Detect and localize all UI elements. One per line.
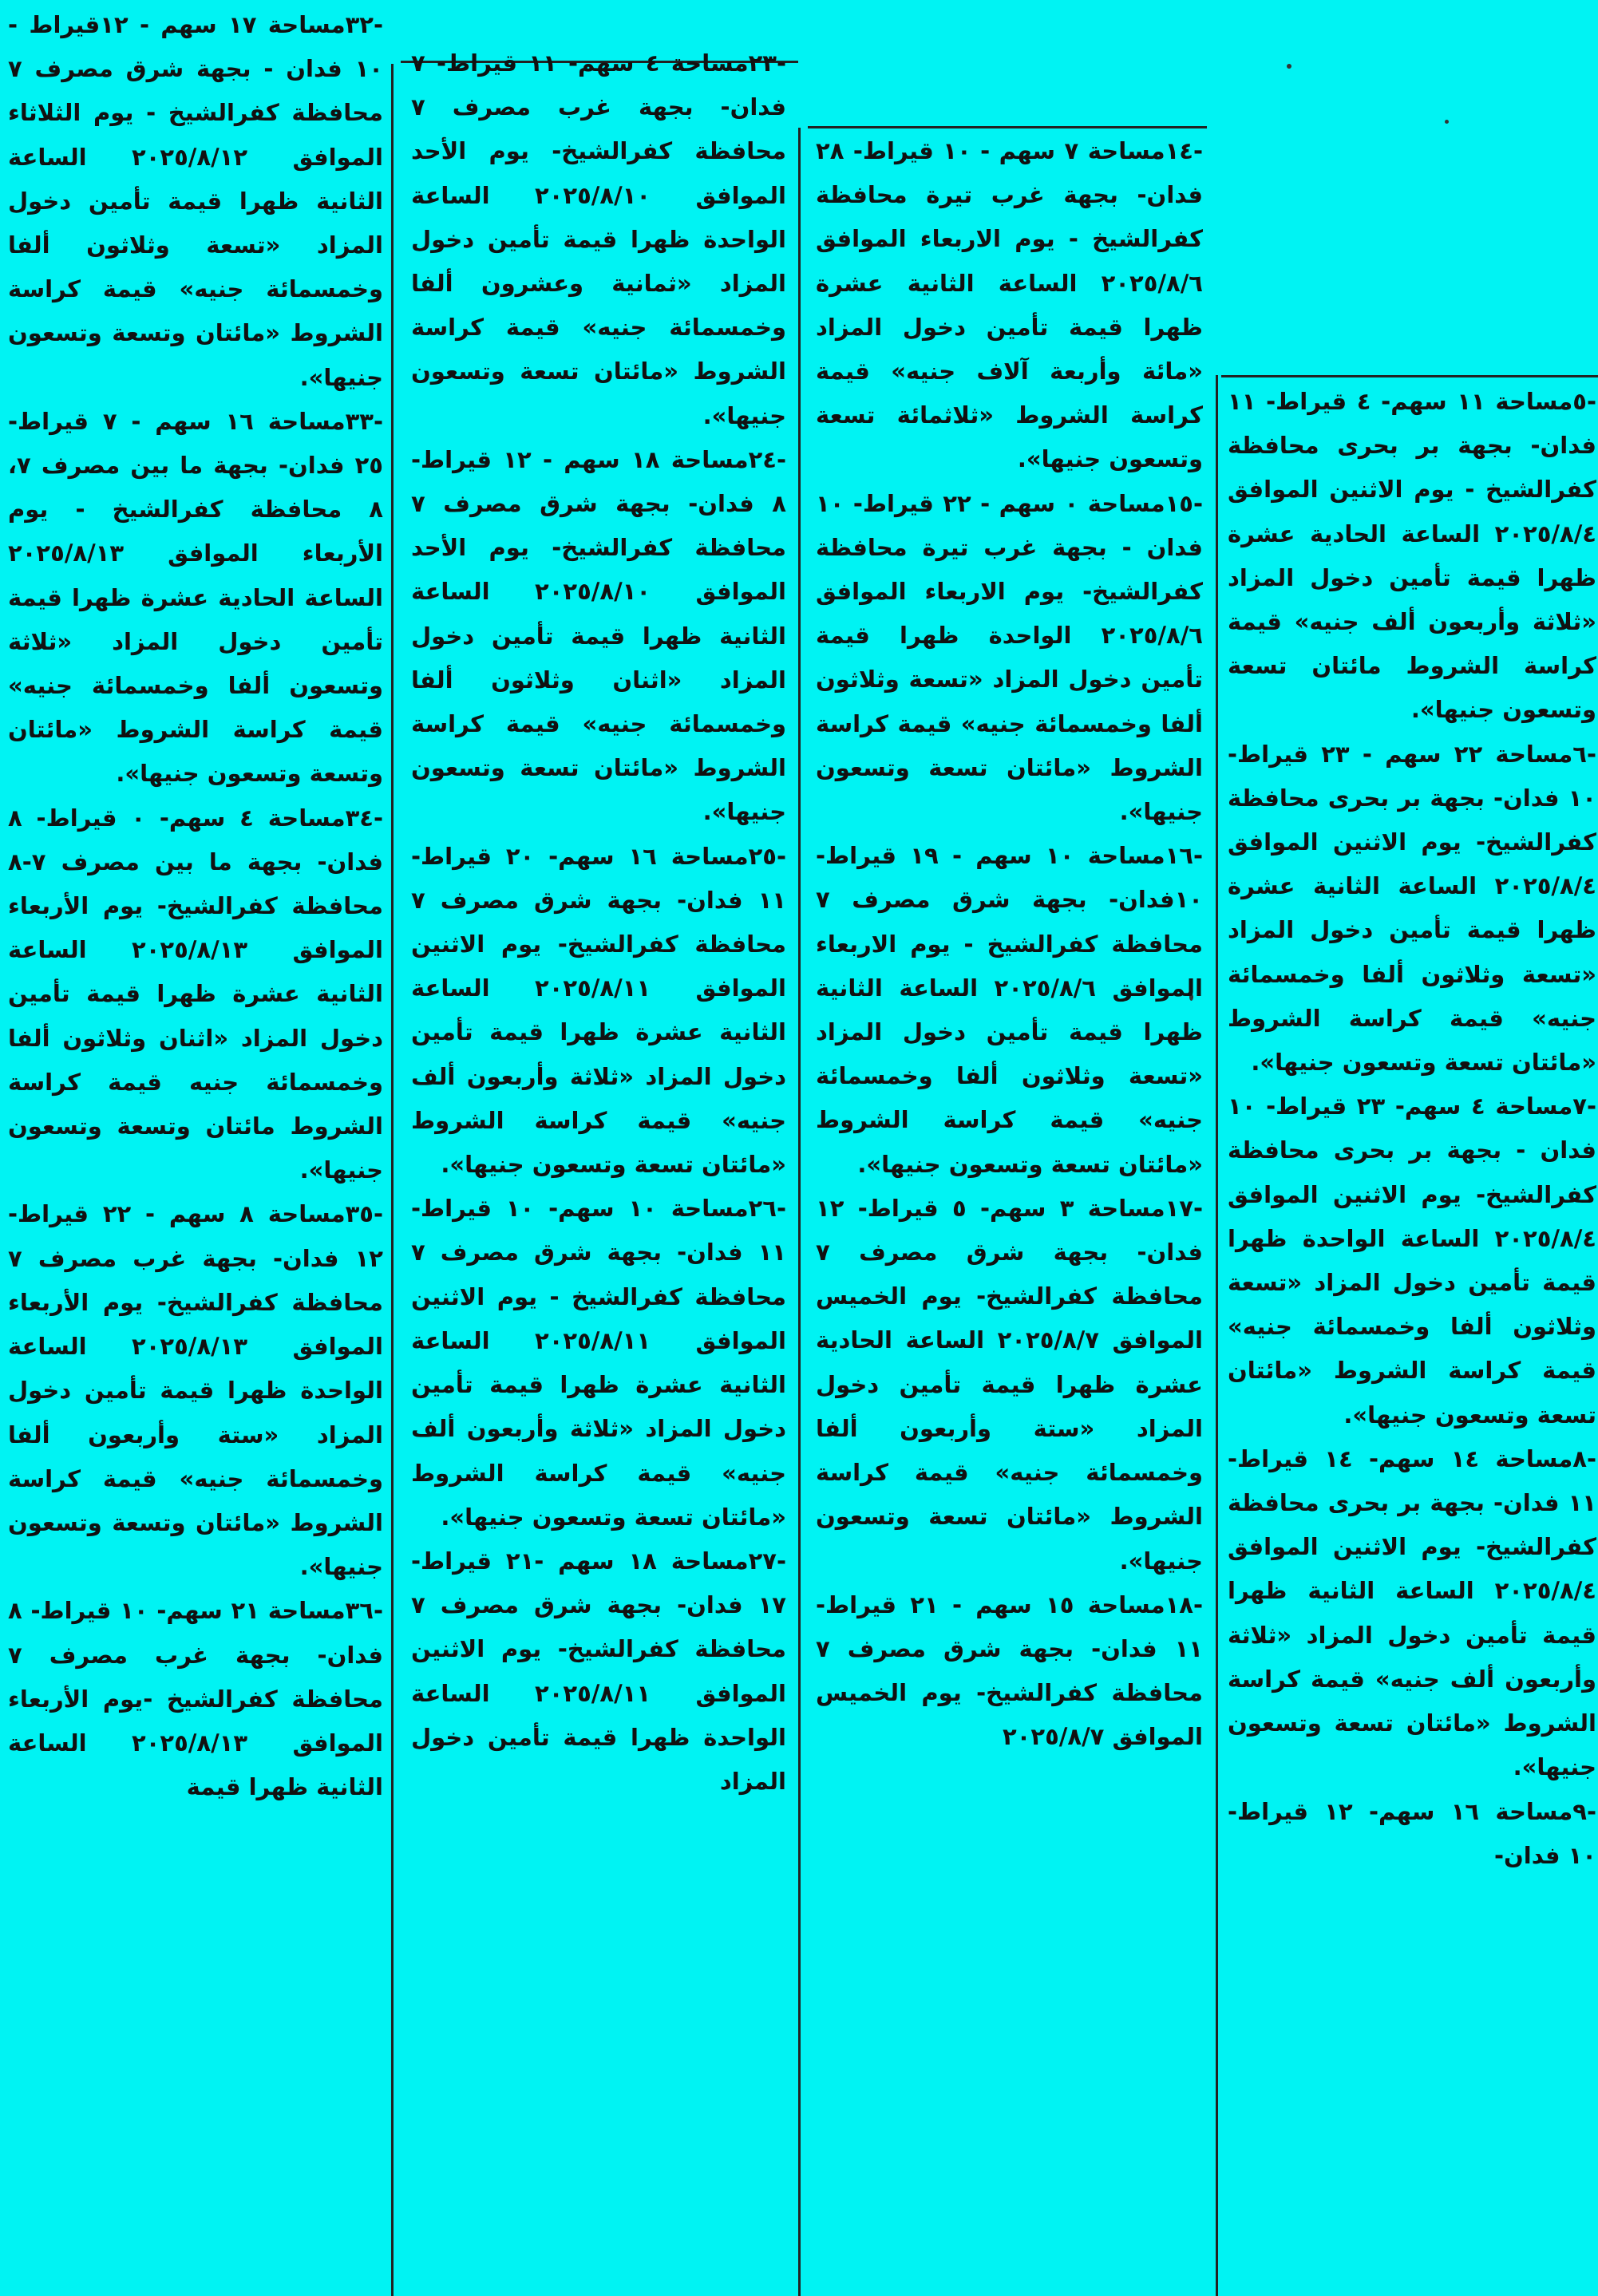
auction-entry [411,1187,786,1539]
entry-number: -٨ [1572,1444,1596,1472]
entry-number: -١٦ [1165,842,1203,870]
entry-text: مساحة ١١ سهم- ٤ قيراط- ١١ فدان- بجهة بر بحرى محافظة كفرالشيخ - يوم الاثنين الموافق ٢٠٢٥/٨/٤ الساعة الحادية عشرة ظهرا قيمة تأمين دخول المزاد «ثلاثة وأربعون ألف جنيه» قيمة كراسة الشروط مائتان تسعة وتسعون جنيها». [1228,388,1596,724]
entry-text: مساحة ٠ سهم - ٢٢ قيراط- ١٠ فدان - بجهة غرب تيرة محافظة كفرالشيخ- يوم الاربعاء الموافق ٢٠٢٥/٨/٦ الواحدة ظهرا قيمة تأمين دخول المزاد «تسعة وثلاثون ألفا وخمسمائة جنيه» قيمة كراسة الشروط «مائتان تسعة وتسعون جنيها». [816,489,1203,826]
entry-number: -١٤ [1165,137,1203,164]
text-column-4 [1228,380,1596,2296]
auction-entry [411,835,786,1188]
entry-number: -٢٧ [748,1547,786,1575]
auction-entry [411,1539,786,1804]
entry-number: -٩ [1572,1797,1596,1825]
entry-number: -٣٣ [345,407,383,435]
entry-text: مساحة ٤ سهم- ٠ قيراط- ٨ فدان- بجهة ما بين مصرف ٧-٨ محافظة كفرالشيخ- يوم الأربعاء الموافق ٢٠٢٥/٨/١٣ الساعة الثانية عشرة ظهرا قيمة تأمين دخول المزاد «اثنان وثلاثون ألفا وخمسمائة جنيه قيمة كراسة الشروط مائتان وتسعة وتسعون جنيها». [8,804,383,1184]
auction-entry [8,3,383,400]
entry-text: مساحة ٢١ سهم- ١٠ قيراط- ٨ فدان- بجهة غرب مصرف ٧ محافظة كفرالشيخ -يوم الأربعاء الموافق ٢٠٢٥/٨/١٣ الساعة الثانية ظهرا قيمة [8,1597,383,1801]
entry-number: -١٨ [1165,1591,1203,1618]
entry-text: مساحة ٤ سهم- ١١ قيراط- ٧ فدان- بجهة غرب مصرف ٧ محافظة كفرالشيخ- يوم الأحد الموافق ٢٠٢٥/٨/١٠ الساعة الواحدة ظهرا قيمة تأمين دخول المزاد «ثمانية وعشرون ألفا وخمسمائة جنيه» قيمة كراسة الشروط «مائتان تسعة وتسعون جنيها». [411,49,786,429]
column-rule [1216,375,1218,2296]
auction-entry [8,400,383,796]
auction-entry [1228,733,1596,1085]
auction-entry [816,129,1203,482]
entry-text: مساحة ٢٢ سهم - ٢٣ قيراط- ١٠ فدان- بجهة بر بحرى محافظة كفرالشيخ- يوم الاثنين الموافق ٢٠٢٥/٨/٤ الساعة الثانية عشرة ظهرا قيمة تأمين دخول المزاد «تسعة وثلاثون ألفا وخمسمائة جنيه» قيمة كراسة الشروط «مائتان تسعة وتسعون جنيها». [1228,740,1596,1077]
column-rule [798,128,801,2296]
auction-entry [411,41,786,438]
auction-entry [8,796,383,1193]
auction-entry [8,1589,383,1809]
entry-text: مساحة ١٧ سهم - ١٢قيراط - ١٠ فدان - بجهة شرق مصرف ٧ محافظة كفرالشيخ - يوم الثلاثاء الموافق ٢٠٢٥/٨/١٢ الساعة الثانية ظهرا قيمة تأمين دخول المزاد «تسعة وثلاثون ألفا وخمسمائة جنيه» قيمة كراسة الشروط «مائتان وتسعة وتسعون جنيها». [8,11,383,391]
auction-entry [1228,1085,1596,1437]
entry-text: مساحة ١٨ سهم -٢١ قيراط- ١٧ فدان- بجهة شرق مصرف ٧ محافظة كفرالشيخ- يوم الاثنين الموافق ٢٠٢٥/٨/١١ الساعة الواحدة ظهرا قيمة تأمين دخول المزاد [411,1547,786,1795]
column-top-rule [808,126,1207,128]
entry-text: مساحة ٨ سهم - ٢٢ قيراط- ١٢ فدان- بجهة غرب مصرف ٧ محافظة كفرالشيخ- يوم الأربعاء الموافق ٢٠٢٥/٨/١٣ الساعة الواحدة ظهرا قيمة تأمين دخول المزاد «ستة وأربعون ألفا وخمسمائة جنيه» قيمة كراسة الشروط «مائتان وتسعة وتسعون جنيها». [8,1200,383,1581]
entry-number: -٢٥ [748,842,786,870]
print-speck [1445,120,1449,124]
entry-text: مساحة ٤ سهم- ٢٣ قيراط- ١٠ فدان - بجهة بر بحرى محافظة كفرالشيخ- يوم الاثنين الموافق ٢٠٢٥/٨/٤ الساعة الواحدة ظهرا قيمة تأمين دخول المزاد «تسعة وثلاثون ألفا وخمسمائة جنيه» قيمة كراسة الشروط «مائتان تسعة وتسعون جنيها». [1228,1093,1596,1429]
entry-number: -٣٤ [345,804,383,832]
print-speck [1287,64,1291,69]
auction-entry [411,438,786,835]
auction-entry [816,482,1203,835]
column-top-rule [1221,375,1598,377]
entry-number: -٧ [1572,1093,1596,1120]
entry-text: مساحة ٣ سهم- ٥ قيراط- ١٢ فدان- بجهة شرق مصرف ٧ محافظة كفرالشيخ- يوم الخميس الموافق ٢٠٢٥/٨/٧ الساعة الحادية عشرة ظهرا قيمة تأمين دخول المزاد «ستة وأربعون ألفا وخمسمائة جنيه» قيمة كراسة الشروط «مائتان تسعة وتسعون جنيها». [816,1194,1203,1575]
entry-number: -٣٥ [345,1200,383,1228]
auction-entry [816,834,1203,1187]
entry-text: مساحة ١٥ سهم - ٢١ قيراط- ١١ فدان- بجهة شرق مصرف ٧ محافظة كفرالشيخ- يوم الخميس الموافق ٢٠٢٥/٨/٧ [816,1591,1203,1751]
entry-number: -٥ [1572,388,1596,415]
auction-entry [1228,380,1596,733]
entry-number: -٢٣ [748,49,786,77]
entry-text: مساحة ١٨ سهم - ١٢ قيراط- ٨ فدان- بجهة شرق مصرف ٧ محافظة كفرالشيخ- يوم الأحد الموافق ٢٠٢٥/٨/١٠ الساعة الثانية ظهرا قيمة تأمين دخول المزاد «اثنان وثلاثون ألفا وخمسمائة جنيه» قيمة كراسة الشروط «مائتان تسعة وتسعون جنيها». [411,445,786,826]
auction-entry [816,1187,1203,1583]
text-column-2 [411,41,786,2296]
entry-number: -٦ [1572,740,1596,768]
entry-number: -٢٤ [748,445,786,473]
auction-entry [816,1583,1203,1760]
entry-text: مساحة ١٠ سهم- ١٠ قيراط- ١١ فدان- بجهة شرق مصرف ٧ محافظة كفرالشيخ - يوم الاثنين الموافق ٢٠٢٥/٨/١١ الساعة الثانية عشرة ظهرا قيمة تأمين دخول المزاد «ثلاثة وأربعون ألف جنيه» قيمة كراسة الشروط «مائتان تسعة وتسعون جنيها». [411,1195,786,1531]
column-rule [391,64,394,2296]
entry-text: مساحة ١٦ سهم- ١٢ قيراط- ١٠ فدان- [1228,1797,1596,1869]
entry-text: مساحة ١٤ سهم- ١٤ قيراط- ١١ فدان- بجهة بر بحرى محافظة كفرالشيخ- يوم الاثنين الموافق ٢٠٢٥/٨/٤ الساعة الثانية ظهرا قيمة تأمين دخول المزاد «ثلاثة وأربعون ألف جنيه» قيمة كراسة الشروط «مائتان تسعة وتسعون جنيها». [1228,1444,1596,1781]
auction-entry [1228,1437,1596,1790]
entry-text: مساحة ١٦ سهم - ٧ قيراط- ٢٥ فدان- بجهة ما بين مصرف ٧، ٨ محافظة كفرالشيخ - يوم الأربعاء الموافق ٢٠٢٥/٨/١٣ الساعة الحادية عشرة ظهرا قيمة تأمين دخول المزاد «ثلاثة وتسعون ألفا وخمسمائة جنيه» قيمة كراسة الشروط «مائتان وتسعة وتسعون جنيها». [8,407,383,788]
text-column-1 [8,3,383,2296]
entry-number: -١٥ [1165,489,1203,517]
entry-number: -٢٦ [748,1195,786,1223]
entry-number: -٣٢ [345,11,383,38]
auction-entry [1228,1790,1596,1878]
entry-number: -١٧ [1165,1194,1203,1222]
entry-text: مساحة ٧ سهم - ١٠ قيراط- ٢٨ فدان- بجهة غرب تيرة محافظة كفرالشيخ - يوم الاربعاء الموافق ٢٠٢٥/٨/٦ الساعة الثانية عشرة ظهرا قيمة تأمين دخول المزاد «مائة وأربعة آلاف جنيه» قيمة كراسة الشروط «ثلاثمائة تسعة وتسعون جنيها». [816,137,1203,473]
auction-entry [8,1192,383,1589]
entry-text: مساحة ١٦ سهم- ٢٠ قيراط- ١١ فدان- بجهة شرق مصرف ٧ محافظة كفرالشيخ- يوم الاثنين الموافق ٢٠٢٥/٨/١١ الساعة الثانية عشرة ظهرا قيمة تأمين دخول المزاد «ثلاثة وأربعون ألف جنيه» قيمة كراسة الشروط «مائتان تسعة وتسعون جنيها». [411,842,786,1179]
entry-number: -٣٦ [345,1597,383,1625]
entry-text: مساحة ١٠ سهم - ١٩ قيراط- ١٠فدان- بجهة شرق مصرف ٧ محافظة كفرالشيخ - يوم الاربعاء الموافق ٢٠٢٥/٨/٦ الساعة الثانية ظهرا قيمة تأمين دخول المزاد «تسعة وثلاثون ألفا وخمسمائة جنيه» قيمة كراسة الشروط «مائتان تسعة وتسعون جنيها». [816,842,1203,1178]
text-column-3 [816,129,1203,2296]
